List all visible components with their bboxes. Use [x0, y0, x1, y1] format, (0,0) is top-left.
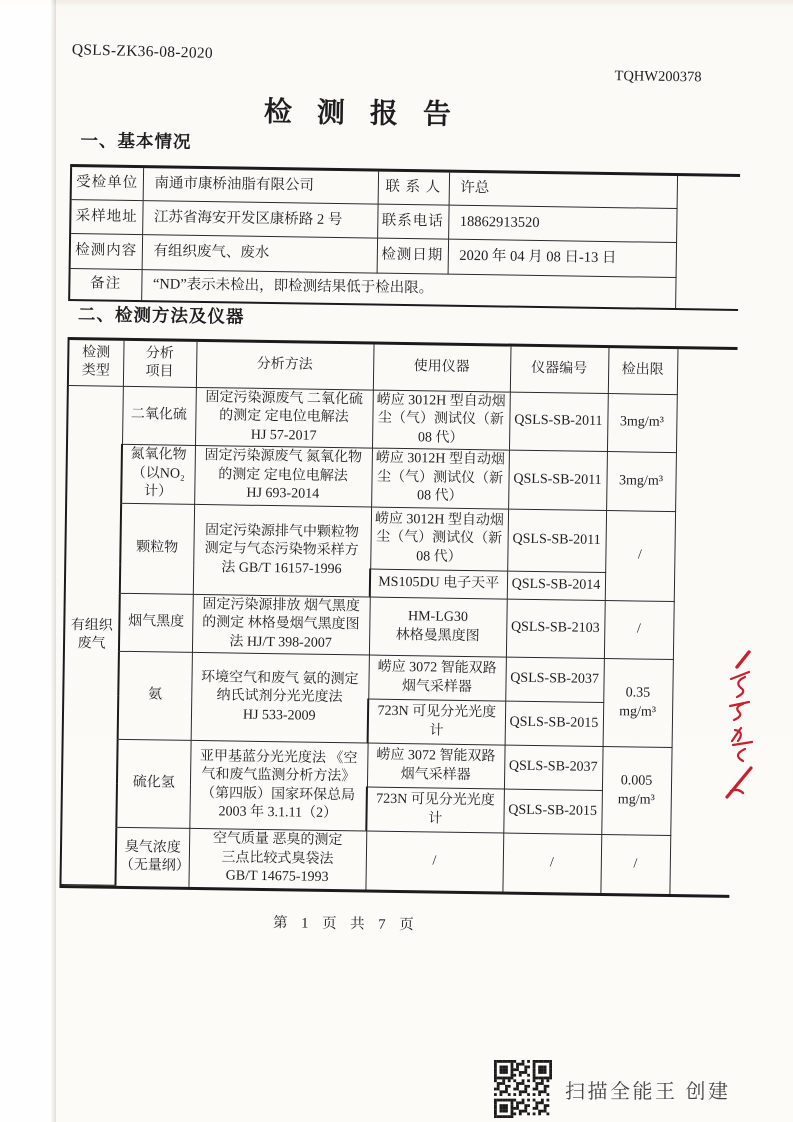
limit-cell: /	[605, 510, 675, 601]
code-cell: QSLS-SB-2011	[508, 450, 607, 510]
table-row	[60, 827, 670, 894]
table-row	[65, 502, 675, 573]
code-cell: /	[502, 833, 601, 892]
method-cell: 环境空气和废气 氨的测定 纳氏试剂分光光度法 HJ 533-2009	[191, 653, 369, 744]
code-cell: QSLS-SB-2011	[507, 509, 606, 572]
code-cell: QSLS-SB-2015	[503, 789, 602, 834]
report-title: 检 测 报 告	[263, 96, 461, 131]
field-label: 受检单位	[71, 167, 143, 201]
code-cell: QSLS-SB-2037	[505, 657, 604, 702]
item-cell: 氮氧化物 （以NO₂计）	[121, 445, 195, 504]
instrument-cell: 崂应 3072 智能双路 烟气采样器	[367, 743, 505, 789]
col-header-type: 检测 类型	[68, 340, 124, 387]
field-value: 18862913520	[448, 205, 676, 242]
instrument-cell: HM-LG30 林格曼黑度图	[369, 597, 507, 657]
remark-value: “ND”表示未检出，即检测结果低于检出限。	[141, 270, 675, 308]
report-number: TQHW200378	[614, 68, 702, 86]
category-cell: 有组织 废气	[60, 386, 122, 886]
method-cell: 固定污染源排放 烟气黑度 的测定 林格曼烟气黑度图 法 HJ/T 398-2007	[192, 594, 370, 655]
page-number: 第 1 页 共 7 页	[273, 914, 419, 934]
item-cell: 颗粒物	[120, 503, 194, 594]
item-cell: 臭气浓度 （无量纲）	[115, 828, 189, 887]
col-header-limit: 检出限	[608, 348, 678, 395]
qr-code	[494, 1060, 552, 1118]
field-value: 2020 年 04 月 08 日-13 日	[448, 239, 676, 277]
instrument-cell: 723N 可见分光光度 计	[366, 787, 504, 833]
field-label: 联 系 人	[378, 171, 449, 205]
limit-cell: /	[604, 600, 674, 659]
table-row	[63, 651, 673, 704]
field-label: 检测日期	[377, 238, 449, 274]
instrument-cell: 崂应 3012H 型自动烟 尘（气）测试仪（新 08 代）	[370, 507, 508, 571]
code-cell: QSLS-SB-2103	[506, 599, 605, 659]
limit-cell: 0.35 mg/m³	[603, 659, 673, 748]
item-cell: 烟气黑度	[119, 593, 193, 652]
limit-cell: 3mg/m³	[607, 394, 677, 453]
section2-heading: 二、检测方法及仪器	[77, 304, 245, 327]
method-cell: 固定污染源废气 氮氧化物 的测定 定电位电解法 HJ 693-2014	[194, 446, 372, 507]
field-value: 有组织废气、废水	[142, 235, 377, 273]
limit-cell: /	[600, 835, 670, 894]
table-row	[66, 444, 676, 511]
limit-cell: 0.005 mg/m³	[601, 747, 671, 836]
code-cell: QSLS-SB-2011	[509, 392, 608, 452]
instrument-cell: 崂应 3012H 型自动烟 尘（气）测试仪（新 08 代）	[372, 390, 510, 450]
instrument-cell: 崂应 3012H 型自动烟 尘（气）测试仪（新 08 代）	[371, 448, 509, 508]
section1-heading: 一、基本情况	[80, 130, 192, 152]
limit-cell: 3mg/m³	[606, 452, 676, 511]
method-cell: 固定污染源排气中颗粒物 测定与气态污染物采样方 法 GB/T 16157-1996	[193, 504, 371, 597]
item-cell: 硫化氢	[116, 740, 190, 829]
table-row	[67, 386, 677, 453]
doc-code: QSLS-ZK36-08-2020	[71, 41, 214, 63]
code-cell: QSLS-SB-2037	[504, 745, 603, 790]
instrument-cell: MS105DU 电子天平	[370, 569, 507, 599]
field-label: 备注	[69, 269, 141, 300]
method-cell: 亚甲基蓝分光光度法 《空 气和废气监测分析方法》 （第四版）国家环保总局 2003 年 3.1.11（2）	[189, 741, 367, 832]
instrument-cell: 723N 可见分光光度 计	[368, 699, 506, 745]
scanner-watermark	[494, 1060, 731, 1118]
code-cell: QSLS-SB-2014	[507, 571, 605, 600]
instrument-cell: /	[365, 831, 503, 891]
methods-table	[59, 340, 678, 895]
item-cell: 氨	[118, 652, 192, 741]
red-annotation-strokes	[718, 648, 760, 800]
table-row	[62, 739, 672, 792]
instrument-cell: 崂应 3072 智能双路 烟气采样器	[368, 655, 506, 701]
field-value: 许总	[449, 172, 677, 208]
basic-info-table	[68, 167, 677, 308]
method-cell: 空气质量 恶臭的测定 三点比较式臭袋法 GB/T 14675-1993	[188, 829, 366, 890]
field-value: 南通市康桥油脂有限公司	[143, 168, 378, 204]
code-cell: QSLS-SB-2015	[505, 701, 604, 746]
report-content	[59, 42, 742, 939]
red-annotation	[718, 648, 760, 800]
col-header-code: 仪器编号	[510, 346, 609, 393]
scanner-caption: 扫描全能王 创建	[565, 1080, 731, 1103]
field-label: 联系电话	[377, 204, 448, 239]
item-cell: 二氧化硫	[122, 386, 196, 445]
table-row	[64, 592, 674, 659]
col-header-instrument: 使用仪器	[373, 344, 511, 392]
field-value: 江苏省海安开发区康桥路 2 号	[142, 201, 377, 238]
col-header-method: 分析方法	[196, 341, 374, 390]
method-cell: 固定污染源废气 二氧化硫 的测定 定电位电解法 HJ 57-2017	[195, 387, 373, 448]
col-header-item: 分析 项目	[123, 340, 197, 387]
field-label: 采样地址	[70, 200, 142, 235]
field-label: 检测内容	[70, 234, 143, 270]
